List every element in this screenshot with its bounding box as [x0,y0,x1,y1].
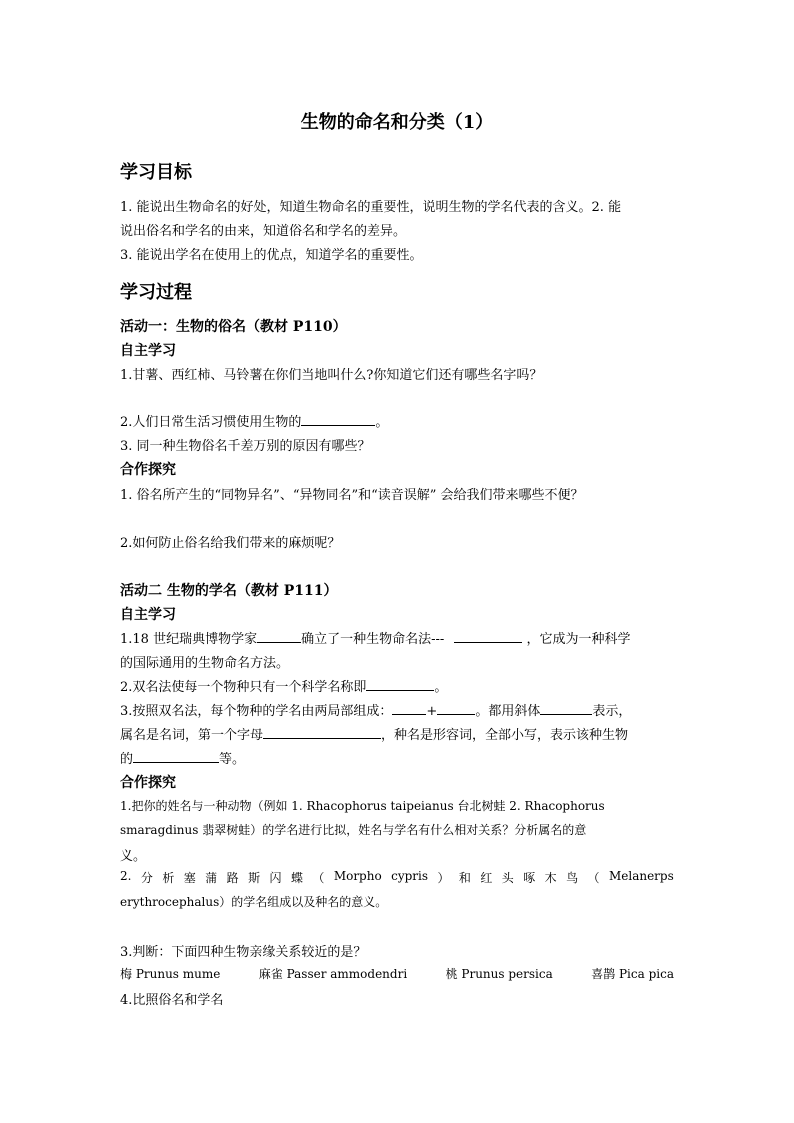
act2-question-1-cont: 的国际通用的生物命名方法。 [120,656,290,671]
goal-line-3: 3. 能说出学名在使用上的优点，知道学名的重要性。 [120,248,423,263]
blank-field[interactable] [257,630,301,643]
activity-2-self-study-label: 自主学习 [120,607,176,623]
act2-question-3-cont: 属名是名词，第一个字母 ，种名是形容词，全部小写，表示该种生物 [120,728,629,743]
act1-question-2: 2.人们日常生活习惯使用生物的 。 [120,415,389,430]
act2-question-3-end: 的 等。 [120,752,246,767]
act2-question-2: 2.双名法使每一个物种只有一个科学名称即 。 [120,680,448,695]
act1-question-3: 3. 同一种生物俗名千差万别的原因有哪些？ [120,439,371,454]
act2-question-1: 1.18 世纪瑞典博物学家 确立了一种生物命名法--- ，它成为一种科学 [120,632,631,647]
activity-1-self-study-label: 自主学习 [120,343,176,359]
blank-field[interactable] [133,750,219,763]
goal-line-1: 1. 能说出生物命名的好处，知道生物命名的重要性，说明生物的学名代表的含义。2. 能 [120,200,622,215]
activity-2-cooperative-label: 合作探究 [120,775,176,791]
act1-question-1: 1.甘薯、西红柿、马铃薯在你们当地叫什么?你知道它们还有哪些名字吗？ [120,368,543,383]
activity-1-title: 活动一：生物的俗名（教材 P110） [120,319,347,335]
species-item: 麻雀 Passer ammodendri [258,967,408,981]
act2-question-3: 3.按照双名法，每个物种的学名由两局部组成： + 。都用斜体 表示， [120,704,632,719]
species-item: 喜鹊 Pica pica [591,967,674,981]
goal-line-2: 说出俗名和学名的由来，知道俗名和学名的差异。 [120,224,407,239]
act2-coop-question-2-cont: erythrocephalus）的学名组成以及种名的意义。 [120,895,388,909]
blank-field[interactable] [454,630,522,643]
act2-coop-question-4: 4.比照俗名和学名 [120,993,224,1008]
act2-species-list [120,965,674,982]
activity-1-cooperative-label: 合作探究 [120,462,176,478]
species-item: 梅 Prunus mume [120,967,221,981]
blank-field[interactable] [366,678,434,691]
blank-field[interactable] [540,702,592,715]
blank-field[interactable] [301,413,375,426]
species-item: 桃 Prunus persica [445,967,553,981]
blank-field[interactable] [263,726,381,739]
goals-heading: 学习目标 [120,162,192,183]
blank-field[interactable] [392,702,426,715]
act2-coop-question-1-cont: smaragdinus 翡翠树蛙）的学名进行比拟，姓名与学名有什么相对关系？分析属名的意 [120,823,587,837]
process-heading: 学习过程 [120,282,192,303]
act2-coop-question-2: 2. 分 析 塞 蒲 路 斯 闪 蝶 （ Morpho cypris ） 和 红 头 啄 木 鸟 （ Melanerps [120,869,674,885]
act1-coop-question-2: 2.如何防止俗名给我们带来的麻烦呢？ [120,536,341,551]
act2-coop-question-1: 1.把你的姓名与一种动物（例如 1. Rhacophorus taipeianus 台北树蛙 2. Rhacophorus [120,799,605,813]
page-title: 生物的命名和分类（1） [300,112,494,133]
blank-field[interactable] [437,702,475,715]
activity-2-title: 活动二 生物的学名（教材 P111） [120,583,338,599]
act2-coop-question-3: 3.判断：下面四种生物亲缘关系较近的是？ [120,945,367,960]
act2-coop-question-1-end: 义。 [120,849,147,864]
act1-coop-question-1: 1. 俗名所产生的“同物异名”、“异物同名”和“读音误解” 会给我们带来哪些不便？ [120,488,584,503]
